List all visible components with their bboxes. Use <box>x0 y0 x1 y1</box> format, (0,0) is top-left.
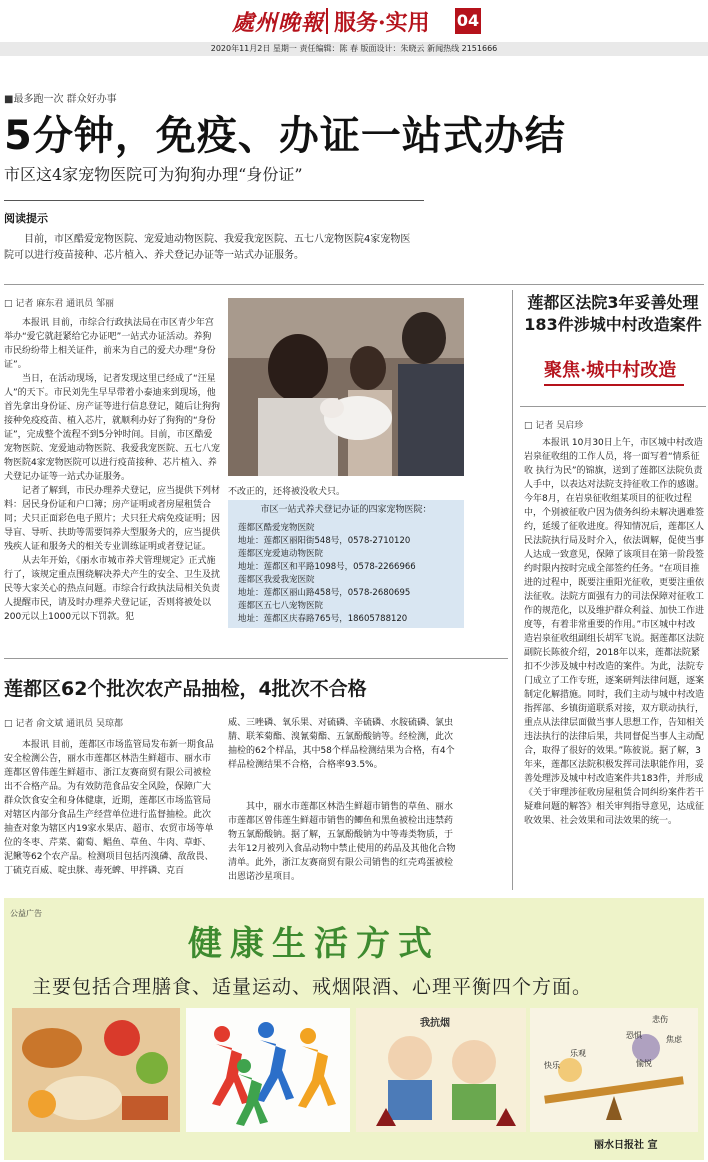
clinic-address: 地址：莲都区庆春路765号，18605788120 <box>238 614 408 624</box>
emotion-word: 悲伤 <box>652 1015 668 1024</box>
divider <box>4 658 508 659</box>
right-headline: 莲都区法院3年妥善处理183件涉城中村改造案件 <box>524 293 702 334</box>
clinic-address: 地址：莲都区丽山路458号，0578-2680695 <box>238 588 411 598</box>
emotion-word: 恐惧 <box>626 1031 642 1040</box>
no-smoking-panel <box>356 1008 526 1132</box>
food-illustration <box>12 1008 180 1132</box>
paragraph: 记者了解到，市民办理养犬登记，应当提供下列材料：居民身份证和户口簿；房产证明或者房屋租赁合同；犬只正面彩色电子照片；犬只狂犬病免疫证明；因导盲、导听、扶助等需要饲养大型服务犬的，应当提供残疾人证和服务犬的相关专业训练证明或者登记证。 <box>4 486 220 552</box>
emotion-word: 焦虑 <box>666 1035 682 1044</box>
paragraph: 从去年开始，《丽水市城市养犬管理规定》正式施行了，该规定重点围绕解决养犬产生的安全、卫生及扰民等大家关心的热点问题。市综合行政执法局相关负责人提醒市民，请及时办理养犬登记证，否则将被处以200元以上1000元以下罚款。犯 <box>4 556 220 622</box>
story2-column-1: 本报讯 目前，莲都区市场监管局发布新一期食品安全检测公告，丽水市莲都区林浩生鲜超市、丽水市莲都区曾伟莲生鲜超市、浙江友赛商贸有限公司被检出不合格产品。为有效防范食品安全风险，保障广大群众饮食安全和身体健康，近期，莲都区市场监管局对辖区内部分食品生产经营单位进行监督抽检。此次抽查对象为辖区内19家水果店、超市、农贸市场等单位的冬枣、芹菜、葡萄、鲳鱼、草鱼、牛肉、草虾、泥鳅等62个农产品。检测项目包括丙溴磷、敌敌畏、丁硫克百威、啶虫脒、毒死蜱、甲拌磷、克百 <box>4 740 214 876</box>
clinic-list <box>238 522 460 626</box>
divider <box>520 406 706 407</box>
story2-headline: 莲都区62个批次农产品抽检，4批次不合格 <box>4 678 367 700</box>
photo-illustration <box>228 298 464 476</box>
healthy-food-panel <box>12 1008 180 1132</box>
dateline: 2020年11月2日 星期一 责任编辑：陈 春 版面设计：朱晓云 新闻热线 2151666 <box>0 42 708 56</box>
lead-label: 阅读提示 <box>4 212 48 225</box>
section-title: 服务·实用 <box>334 10 430 36</box>
no-smoking-caption: 我抗烟 <box>420 1018 450 1029</box>
photo-caption: 不改正的，还将被没收犬只。 <box>228 487 346 497</box>
public-service-ad <box>4 898 704 1160</box>
info-box-title: 市区一站式养犬登记办证的四家宠物医院： <box>260 505 432 515</box>
kicker: ■最多跑一次 群众好办事 <box>4 94 117 105</box>
clinic-address: 地址：莲都区丽阳街548号，0578-2710120 <box>238 536 411 546</box>
masthead <box>0 0 708 40</box>
story2-byline: □ 记者 俞文斌 通讯员 吴琼都 <box>4 719 123 729</box>
ad-subtitle: 主要包括合理膳食、适量运动、戒烟限酒、心理平衡四个方面。 <box>32 976 593 998</box>
main-body-column <box>4 316 220 638</box>
emotion-word: 愉悦 <box>636 1059 652 1068</box>
clinic-info-box <box>228 500 464 628</box>
clinic-name: 莲都区五七八宠物医院 <box>238 601 324 611</box>
ad-tag: 公益广告 <box>10 909 42 918</box>
column-divider <box>512 290 513 890</box>
page-number: 04 <box>455 8 481 34</box>
main-subtitle: 市区这4家宠物医院可为狗狗办理“身份证” <box>4 165 303 184</box>
paper-name: 處州晚報 <box>232 10 325 36</box>
focus-banner <box>544 352 684 388</box>
masthead-divider <box>326 8 328 34</box>
runners-illustration <box>186 1008 350 1132</box>
emotion-word: 快乐 <box>544 1061 560 1070</box>
main-headline: 5分钟，免疫、办证一站式办结 <box>4 113 566 159</box>
ad-title: 健康生活方式 <box>188 924 440 964</box>
divider <box>4 284 704 285</box>
mental-balance-panel <box>530 1008 698 1132</box>
exercise-panel <box>186 1008 350 1132</box>
clinic-name: 莲都区酷爱宠物医院 <box>238 523 315 533</box>
emotion-word: 乐观 <box>570 1049 586 1058</box>
pet-vaccination-photo <box>228 298 464 476</box>
paragraph: 当日，在活动现场，记者发现这里已经成了“汪星人”的天下。市民刘先生早早带着小泰迪来到现场，他首先拿出身份证、房产证等进行信息登记，随后让狗狗接种免疫疫苗、植入芯片，就顺利办好了狗狗的“身份证”，完成整个流程不到5分钟时间。目前，市区酷爱宠物医院、宠爱迪动物医院、我爱我宠医院、五七八宠物医院4家宠物医院可以进行疫苗接种、芯片植入、养犬登记办证等一站式办证服务。 <box>4 374 220 482</box>
focus-underline <box>544 384 684 386</box>
clinic-name: 莲都区我爱我宠医院 <box>238 575 315 585</box>
paragraph: 本报讯 目前，市综合行政执法局在市区青少年宫举办“爱它就赶紧给它办证吧”一站式办证活动。养狗市民纷纷带上相关证件，前来为自己的爱犬办理“身份证”。 <box>4 318 216 370</box>
clinic-address: 地址：莲都区和平路1098号，0578-2266966 <box>238 562 416 572</box>
ad-credit: 丽水日报社 宣 <box>594 1140 658 1151</box>
main-byline: □ 记者 麻东君 通讯员 邹丽 <box>4 299 114 309</box>
divider <box>4 200 424 201</box>
right-body: 本报讯 10月30日上午，市区城中村改造岩泉征收组的工作人员，将一面写着“情系征收 执行为民”的锦旗，送到了莲都区法院负责人手中，以表达对法院支持征收工作的感谢。今年8月，在岩泉征收组某项目的征收过程中，个别被征收户因为债务纠纷未解决遇难签约，延缓了征收进度。得知情况后，莲都区人民法院执行局及时介入，依法调解，促使当事人达成一致意见，保障了该项目在第一阶段签约时限内按时完成全部签约任务。“在项目推进的过程中，既要注重阳光征收，更要注重依法征收。法院方面强有力的司法保障对征收工作的规范化，以及维护群众利益、加快工作进度等，有着非常重要的作用。”市区城中村改造岩泉征收组副组长胡军飞说。据莲都区法院副院长陈彼介绍，2018年以来，莲都法院紧扣不少涉及城中村改造的案件。为此，法院专门成立了工作专班，逐案研判法律问题，逐案制定化解措施。同时，我们主动与城中村改造指挥部、乡镇街道联系对接，双方联动执行，重点从法律层面做当事人思想工作，告知相关违法执行的法律后果，共同督促当事人主动配合，取得了很好的效果。”陈彼说。据了解，3年来，莲都区法院积极发挥司法职能作用，妥善处理涉及城中村改造案件共183件，并形成《关于审理涉征收房屋租赁合同纠纷案件若干疑难问题的解答》相关审判指导意见，达成征收效果、社会效果和司法效果的统一。 <box>524 438 704 826</box>
story2-column-2: 威、三唑磷、氧乐果、对硫磷、辛硫磷、水胺硫磷、氯虫腈、联苯菊酯、溴氰菊酯、五氯酚酸钠等。经检测，此次抽检的62个样品，其中58个样品检测结果为合格，有4个样品检测结果不合格，合格率93.5%。 <box>228 718 455 770</box>
clinic-name: 莲都区宠爱迪动物医院 <box>238 549 324 559</box>
focus-label: 聚焦·城中村改造 <box>544 360 677 381</box>
right-byline: □ 记者 吴启珍 <box>524 421 584 431</box>
lead-text: 目前，市区酷爱宠物医院、宠爱迪动物医院、我爱我宠医院、五七八宠物医院4家宠物医院可以进行疫苗接种、芯片植入、养犬登记办证等一站式办证服务。 <box>4 234 411 261</box>
story2-column-3: 其中，丽水市莲都区林浩生鲜超市销售的草鱼、丽水市莲都区曾伟莲生鲜超市销售的鲫鱼和黑鱼被检出违禁药物五氯酚酸钠。据了解，五氯酚酸钠为中等毒类物质，于去年12月被列入食品动物中禁止使用的药品及其他化合物清单。此外，浙江友赛商贸有限公司销售的红壳鸡蛋被检出恩诺沙星项目。 <box>228 802 456 882</box>
